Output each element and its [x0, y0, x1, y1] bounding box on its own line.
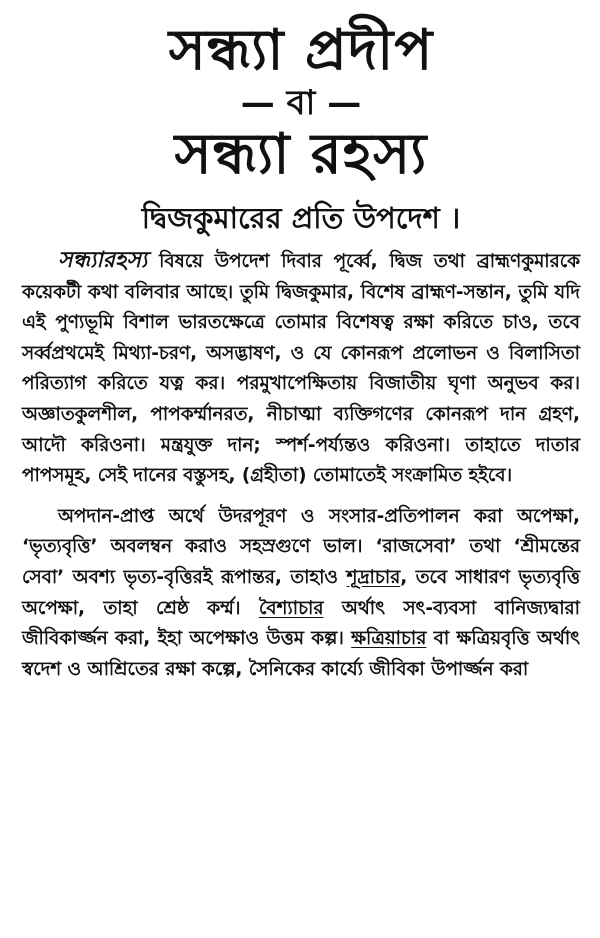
underlined-term-shudrachar: শূদ্রাচার	[346, 566, 401, 588]
paragraph-2-part-2: , তবে সাধারণ ভৃত্যবৃত্তি অপেক্ষা, তাহা শ্রেষ্ঠ কর্ম্ম।	[22, 566, 580, 619]
paragraph-2-part-3: অর্থাৎ সৎ-ব্যবসা বানিজ্যদ্বারা জীবিকার্জ্জন করা, ইহা অপেক্ষাও উত্তম কল্প।	[22, 597, 580, 650]
paragraph-2-part-4: বা ক্ষত্রিয়বৃত্তি অর্থাৎ স্বদেশ ও আশ্রিতের রক্ষা কল্পে, সৈনিকের কার্য্যে জীবিকা উপার্জ্জন করা	[22, 628, 580, 680]
underlined-term-kshatriyachar: ক্ষত্রিয়াচার	[351, 628, 427, 650]
title-separator: — বা —	[240, 83, 362, 123]
paragraph-2	[22, 502, 580, 686]
paragraph-1-text: বিষয়ে উপদেশ দিবার পূর্ব্বে, দ্বিজ তথা ব্রাহ্মণকুমারকে কয়েকটী কথা বলিবার আছে। তুমি দ্বিজকুমার, বিশেষ ব্রাহ্মণ-সন্তান, তুমি যদি এই পুণ্যভূমি বিশাল ভারতক্ষেত্রে তোমার বিশেষত্ব রক্ষা করিতে চাও, তবে সর্ব্বপ্রথমেই মিথ্যা-চরণ, অসদ্ভাষণ, ও যে কোনরূপ প্রলোভন ও বিলাসিতা পরিত্যাগ করিতে যত্ন কর। পরমুখাপেক্ষিতায় বিজাতীয় ঘৃণা অনুভব কর। অজ্ঞাতকুলশীল, পাপকর্ম্মানরত, নীচাত্মা ব্যক্তিগণের কোনরূপ দান গ্রহণ, আদৌ করিওনা। মন্ত্রযুক্ত দান; স্পর্শ-পর্য্যন্তও করিওনা। তাহাতে দাতার পাপসমূহ, সেই দানের বস্তুসহ, (গ্রহীতা) তোমাতেই সংক্রামিত হইবে।	[22, 251, 580, 487]
title-line-1: সন্ধ্যা প্রদীপ	[168, 18, 434, 83]
paragraph-1-lead: সন্ধ্যারহস্য	[58, 248, 148, 273]
title-line-2: সন্ধ্যা রহস্য	[174, 122, 428, 187]
paragraph-1	[22, 246, 580, 492]
underlined-term-vaishyachar: বৈশ্যাচার	[258, 597, 324, 619]
section-heading: দ্বিজকুমারের প্রতি উপদেশ ।	[141, 201, 461, 235]
paragraph-2-part-1: অপদান-প্রাপ্ত অর্থে উদরপূরণ ও সংসার-প্রতিপালন করা অপেক্ষা, ‘ভৃত্যবৃত্তি’ অবলম্বন করাও সহস্রগুণে ভাল। ‘রাজসেবা’ তথা ‘শ্রীমন্তের সেবা’ অবশ্য ভৃত্য-বৃত্তিরই রূপান্তর, তাহাও	[22, 505, 580, 588]
